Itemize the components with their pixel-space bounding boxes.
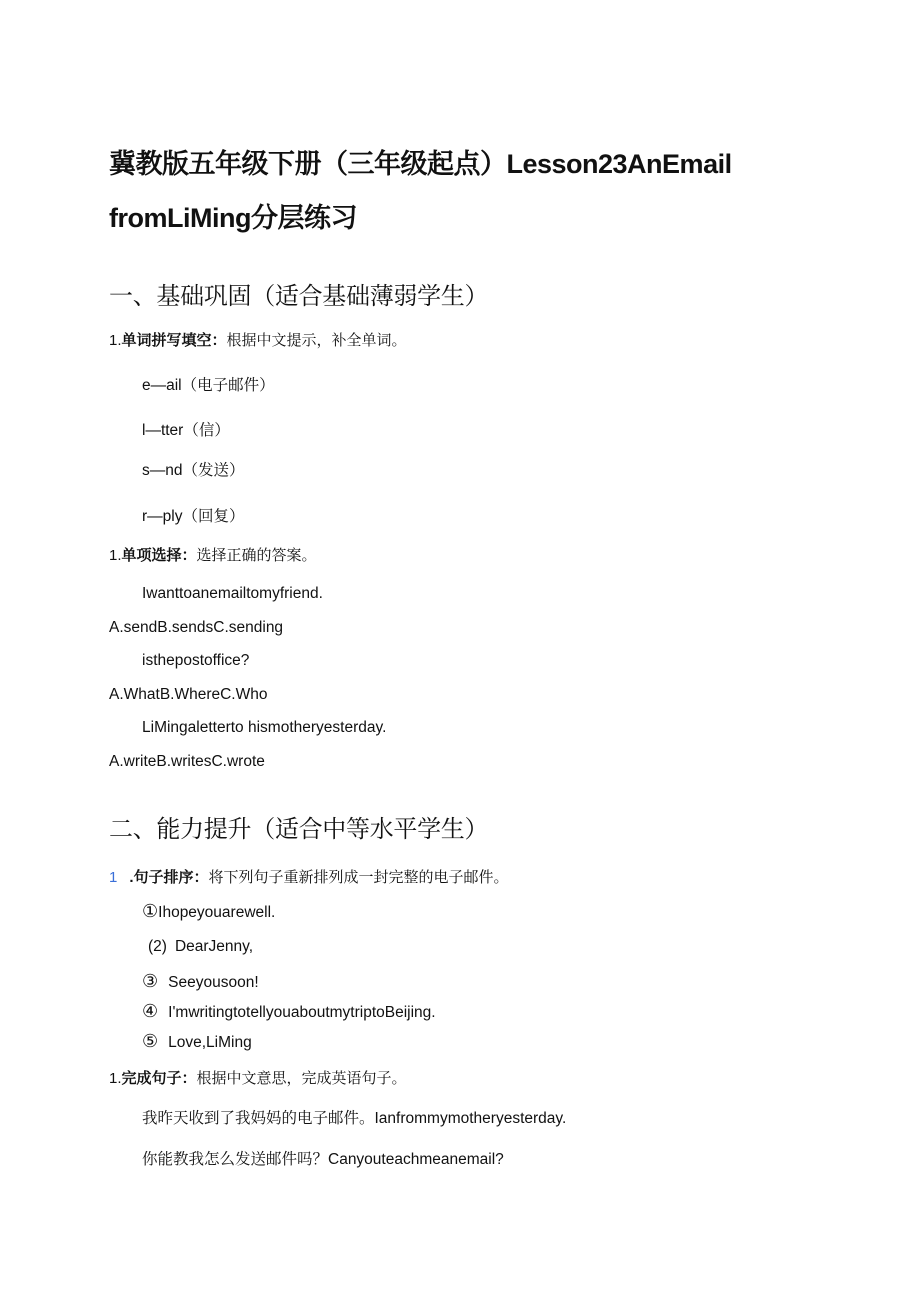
word-item-email: e—ail（电子邮件） (142, 377, 275, 394)
sentence-mark: (2) (148, 938, 167, 955)
word-item-reply: r—ply（回复） (142, 508, 245, 525)
question-label: 单项选择： (121, 547, 197, 564)
question-number: 1. (109, 1070, 122, 1087)
question-instruction: 根据中文意思，完成英语句子。 (196, 1070, 407, 1087)
sentence-text: Ihopeyouarewell. (158, 904, 276, 921)
sentence-text: I'mwritingtotellyouaboutmytriptoBeijing. (168, 1004, 436, 1021)
section1-q2-instruction (109, 544, 317, 565)
question-number: 1. (109, 332, 122, 349)
complete-sentence-1: 我昨天收到了我妈妈的电子邮件。Ianfrommymotheryesterday. (142, 1110, 567, 1127)
section1-q1-instruction (109, 329, 407, 350)
page-title-line2: fromLiMing分层练习 (109, 203, 357, 233)
sentence-mark: ④ (142, 1001, 159, 1021)
question-label: 完成句子： (121, 1070, 197, 1087)
question-instruction: 将下列句子重新排列成一封完整的电子邮件。 (208, 869, 509, 886)
word-item-letter: l—tter（信） (142, 422, 230, 439)
section2-heading: 二、能力提升（适合中等水平学生） (109, 816, 489, 843)
question-instruction: 选择正确的答案。 (196, 547, 317, 564)
sentence-mark: ① (142, 901, 159, 921)
section1-heading: 一、基础巩固（适合基础薄弱学生） (109, 283, 489, 310)
mc-options-3: A.writeB.writesC.wrote (109, 753, 265, 770)
section2-q1-instruction (109, 866, 509, 887)
sentence-item (142, 971, 259, 992)
sentence-text: Love,LiMing (168, 1034, 252, 1051)
question-instruction: 根据中文提示，补全单词。 (226, 332, 407, 349)
sentence-mark: ③ (142, 971, 159, 991)
question-number: 1. (109, 547, 122, 564)
sentence-item (142, 1001, 436, 1022)
word-item-send: s—nd（发送） (142, 462, 245, 479)
sentence-item (142, 1031, 252, 1052)
section2-q2-instruction (109, 1067, 407, 1088)
sentence-mark: ⑤ (142, 1031, 159, 1051)
mc-options-1: A.sendB.sendsC.sending (109, 619, 284, 636)
question-label: .句子排序： (129, 869, 209, 886)
page-title: 冀教版五年级下册（三年级起点）Lesson23AnEmail (109, 149, 732, 179)
question-number: 1 (109, 869, 118, 886)
mc-options-2: A.WhatB.WhereC.Who (109, 686, 268, 703)
mc-stem-2: isthepostoffice? (142, 652, 250, 669)
complete-sentence-2: 你能教我怎么发送邮件吗？Canyouteachmeanemail? (142, 1151, 504, 1168)
question-label: 单词拼写填空： (121, 332, 227, 349)
mc-stem-3: LiMingaletterto hismotheryesterday. (142, 719, 387, 736)
sentence-text: DearJenny, (174, 938, 254, 955)
sentence-item (148, 938, 253, 956)
mc-stem-1: Iwanttoanemailtomyfriend. (142, 585, 323, 602)
sentence-text: Seeyousoon! (168, 974, 259, 991)
sentence-item (142, 901, 275, 922)
